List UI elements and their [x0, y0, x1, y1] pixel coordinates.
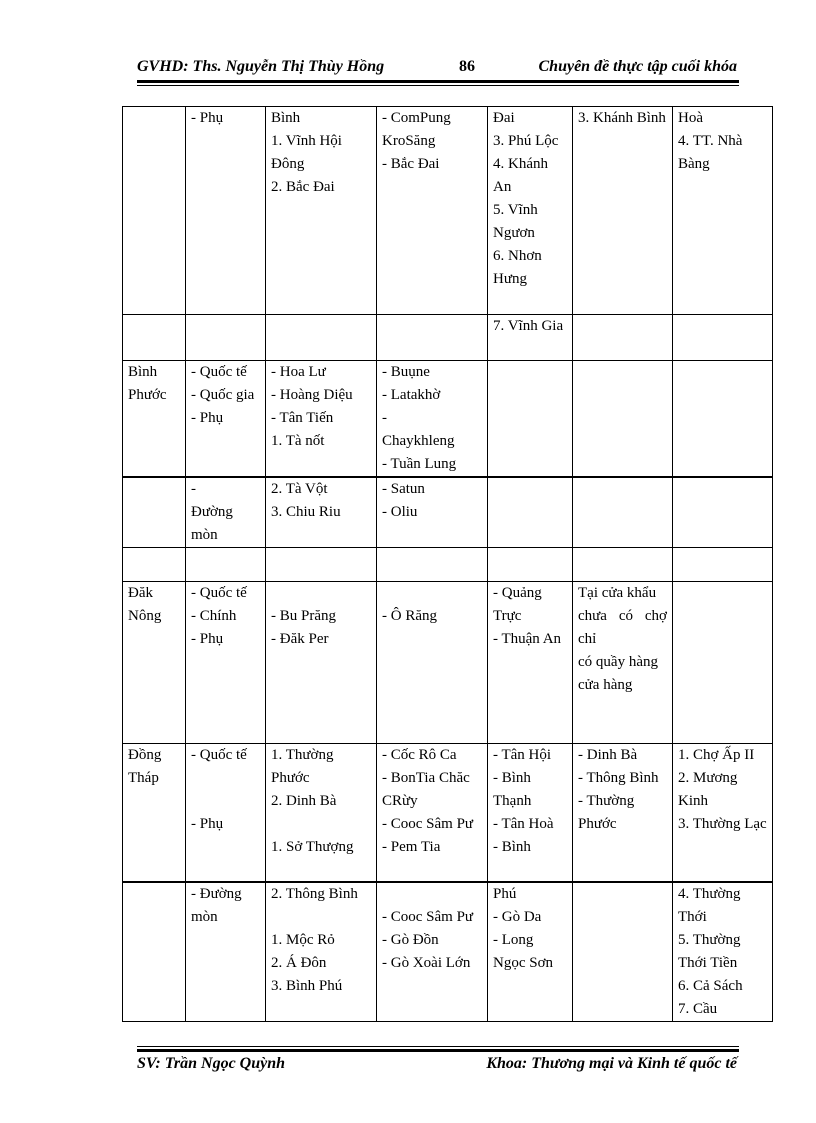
cell-vn-gate: 1. Thường Phước 2. Dinh Bà 1. Sở Thượng: [266, 744, 377, 882]
cell-col7: [673, 361, 773, 478]
cell-col6: Tại cửa khẩu chưa có chợ chỉ có quầy hàng cửa hàng: [573, 582, 673, 744]
cell-foreign-gate: [377, 315, 488, 361]
cell-province: Bình Phước: [123, 361, 186, 478]
cell-vn-gate: [266, 548, 377, 582]
cell-col6: [573, 361, 673, 478]
cell-foreign-gate: - Buụne - Latakhờ - Chaykhleng - Tuần Lung: [377, 361, 488, 478]
cell-col6: [573, 477, 673, 548]
cell-vn-gate: - Hoa Lư - Hoàng Diệu - Tân Tiến 1. Tà nốt: [266, 361, 377, 478]
page-footer: [137, 1055, 737, 1077]
cell-col7: [673, 315, 773, 361]
cell-col5: Phú - Gò Da - Long Ngọc Sơn: [488, 882, 573, 1022]
cell-gate-type: - Đường mòn: [186, 882, 266, 1022]
cell-foreign-gate: - Cooc Sâm Pư - Gò Đồn - Gò Xoài Lớn: [377, 882, 488, 1022]
cell-gate-type: [186, 315, 266, 361]
cell-col6: [573, 315, 673, 361]
page-number: 86: [459, 58, 475, 75]
cell-province: [123, 107, 186, 315]
cell-col7: [673, 582, 773, 744]
cell-vn-gate: 2. Thông Bình 1. Mộc Rỏ 2. Á Đôn 3. Bình Phú: [266, 882, 377, 1022]
cell-gate-type: [186, 548, 266, 582]
cell-col7: [673, 548, 773, 582]
cell-col6: - Dinh Bà - Thông Bình - Thường Phước: [573, 744, 673, 882]
cell-col5: 7. Vĩnh Gia: [488, 315, 573, 361]
header-rule-thin: [137, 85, 739, 86]
cell-province: [123, 548, 186, 582]
cell-col7: 1. Chợ Ấp II 2. Mương Kinh 3. Thường Lạc: [673, 744, 773, 882]
cell-province: [123, 477, 186, 548]
cell-vn-gate: - Bu Prăng - Đăk Per: [266, 582, 377, 744]
cell-foreign-gate: - ComPung KroSăng - Bắc Đai: [377, 107, 488, 315]
footer-rule-thin: [137, 1046, 739, 1047]
cell-province: [123, 315, 186, 361]
table-row: [123, 107, 773, 315]
cell-col7: Hoà 4. TT. Nhà Bàng: [673, 107, 773, 315]
cell-col5: - Quảng Trực - Thuận An: [488, 582, 573, 744]
cell-foreign-gate: - Cốc Rô Ca - BonTia Chăc CRừy - Cooc Sâm Pư - Pem Tia: [377, 744, 488, 882]
cell-col6: [573, 548, 673, 582]
cell-col5: [488, 477, 573, 548]
table-row: [123, 582, 773, 744]
cell-foreign-gate: - Ô Răng: [377, 582, 488, 744]
cell-col7: 4. Thường Thới 5. Thường Thới Tiền 6. Cả Sách 7. Cầu: [673, 882, 773, 1022]
header-rule-thick: [137, 80, 739, 83]
footer-student: SV: Trần Ngọc Quỳnh: [137, 1055, 286, 1072]
table-row: [123, 315, 773, 361]
cell-province: Đăk Nông: [123, 582, 186, 744]
cell-col5: [488, 361, 573, 478]
cell-gate-type: - Quốc tế - Quốc gia - Phụ: [186, 361, 266, 478]
cell-gate-type: - Quốc tế - Phụ: [186, 744, 266, 882]
cell-col7: [673, 477, 773, 548]
table-row: [123, 477, 773, 548]
cell-gate-type: - Đường mòn: [186, 477, 266, 548]
header-report-title: Chuyên đề thực tập cuối khóa: [538, 58, 737, 75]
cell-province: Đồng Tháp: [123, 744, 186, 882]
cell-col6: [573, 882, 673, 1022]
cell-foreign-gate: - Satun - Oliu: [377, 477, 488, 548]
header-advisor: GVHD: Ths. Nguyễn Thị Thùy Hồng: [137, 58, 385, 75]
cell-foreign-gate: [377, 548, 488, 582]
table-row: [123, 548, 773, 582]
cell-vn-gate: 2. Tà Vột 3. Chiu Riu: [266, 477, 377, 548]
cell-gate-type: - Quốc tế - Chính - Phụ: [186, 582, 266, 744]
table-row: [123, 882, 773, 1022]
page-header: [137, 58, 737, 80]
cell-col5: [488, 548, 573, 582]
footer-faculty: Khoa: Thương mại và Kinh tế quốc tế: [486, 1055, 737, 1072]
border-gate-table: [122, 106, 773, 1022]
table-row: [123, 744, 773, 882]
footer-rule-thick: [137, 1049, 739, 1052]
cell-province: [123, 882, 186, 1022]
cell-gate-type: - Phụ: [186, 107, 266, 315]
cell-vn-gate: [266, 315, 377, 361]
table-row: [123, 361, 773, 478]
cell-col6: 3. Khánh Bình: [573, 107, 673, 315]
cell-col5: Đai 3. Phú Lộc 4. Khánh An 5. Vĩnh Ngươn 6. Nhơn Hưng: [488, 107, 573, 315]
cell-vn-gate: Bình 1. Vĩnh Hội Đông 2. Bắc Đai: [266, 107, 377, 315]
cell-col5: - Tân Hội - Bình Thạnh - Tân Hoà - Bình: [488, 744, 573, 882]
